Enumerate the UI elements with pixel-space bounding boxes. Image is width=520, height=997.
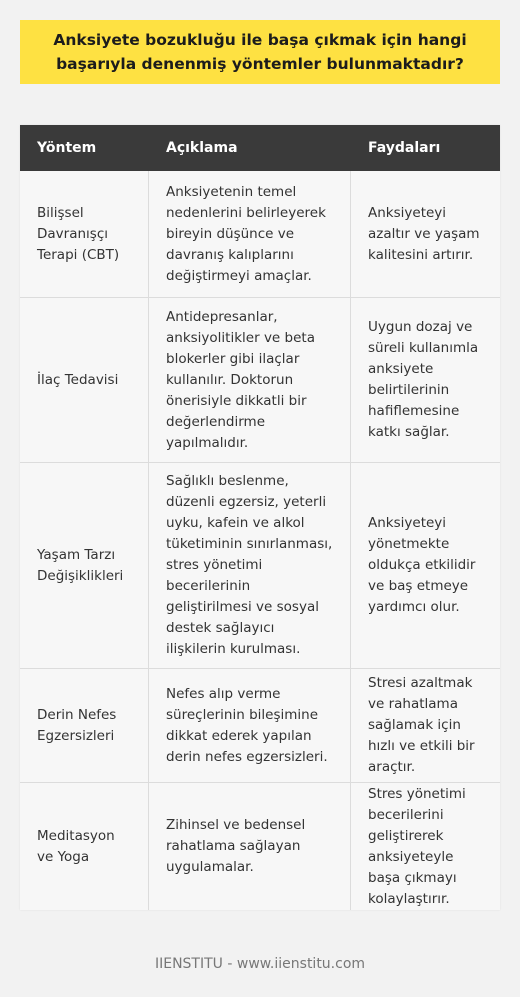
cell-method: Bilişsel Davranışçı Terapi (CBT)	[20, 171, 149, 297]
cell-description: Antidepresanlar, anksiyolitikler ve beta blokerler gibi ilaçlar kullanılır. Doktorun önerisiyle dikkatli bir değerlendirme yapılmalıdır.	[149, 298, 351, 462]
cell-benefits: Anksiyeteyi azaltır ve yaşam kalitesini artırır.	[368, 204, 480, 263]
footer-credit: IIENSTITU - www.iienstitu.com	[154, 956, 366, 972]
cell-method: İlaç Tedavisi	[20, 298, 149, 462]
cell-description: Nefes alıp verme süreçlerinin bileşimine dikkat ederek yapılan derin nefes egzersizleri.	[149, 669, 351, 782]
table-row	[20, 463, 500, 669]
table-row	[20, 669, 500, 783]
cell-benefits: Anksiyeteyi yönetmekte oldukça etkilidir ve baş etmeye yardımcı olur.	[368, 515, 476, 615]
header-method: Yöntem	[20, 125, 149, 171]
cell-description: Sağlıklı beslenme, düzenli egzersiz, yeterli uyku, kafein ve alkol tüketiminin sınırlanması, stres yönetimi becerilerinin geliştirilmesi ve sosyal destek sağlayıcı ilişkilerin kurulması.	[149, 463, 351, 668]
cell-benefits: Stres yönetimi becerilerini geliştirerek anksiyeteyle başa çıkmayı kolaylaştırır.	[368, 785, 466, 907]
title-banner	[20, 20, 500, 84]
cell-description: Anksiyetenin temel nedenlerini belirleyerek bireyin düşünce ve davranış kalıplarını değiştirmeyi amaçlar.	[149, 171, 351, 297]
cell-method: Meditasyon ve Yoga	[20, 783, 149, 910]
header-description: Açıklama	[149, 125, 351, 171]
cell-method: Yaşam Tarzı Değişiklikleri	[20, 463, 149, 668]
cell-method: Derin Nefes Egzersizleri	[20, 669, 149, 782]
methods-table	[20, 125, 500, 910]
page-title: Anksiyete bozukluğu ile başa çıkmak için hangi başarıyla denenmiş yöntemler bulunmaktadır?	[53, 31, 467, 73]
cell-benefits: Uygun dozaj ve süreli kullanımla anksiyete belirtilerinin hafiflemesine katkı sağlar.	[368, 319, 479, 440]
table-row	[20, 298, 500, 463]
table-row	[20, 171, 500, 298]
header-benefits: Faydaları	[368, 139, 441, 156]
table-header-row	[20, 125, 500, 171]
cell-description: Zihinsel ve bedensel rahatlama sağlayan uygulamalar.	[149, 783, 351, 910]
table-row	[20, 783, 500, 910]
cell-benefits: Stresi azaltmak ve rahatlama sağlamak için hızlı ve etkili bir araçtır.	[368, 675, 475, 775]
